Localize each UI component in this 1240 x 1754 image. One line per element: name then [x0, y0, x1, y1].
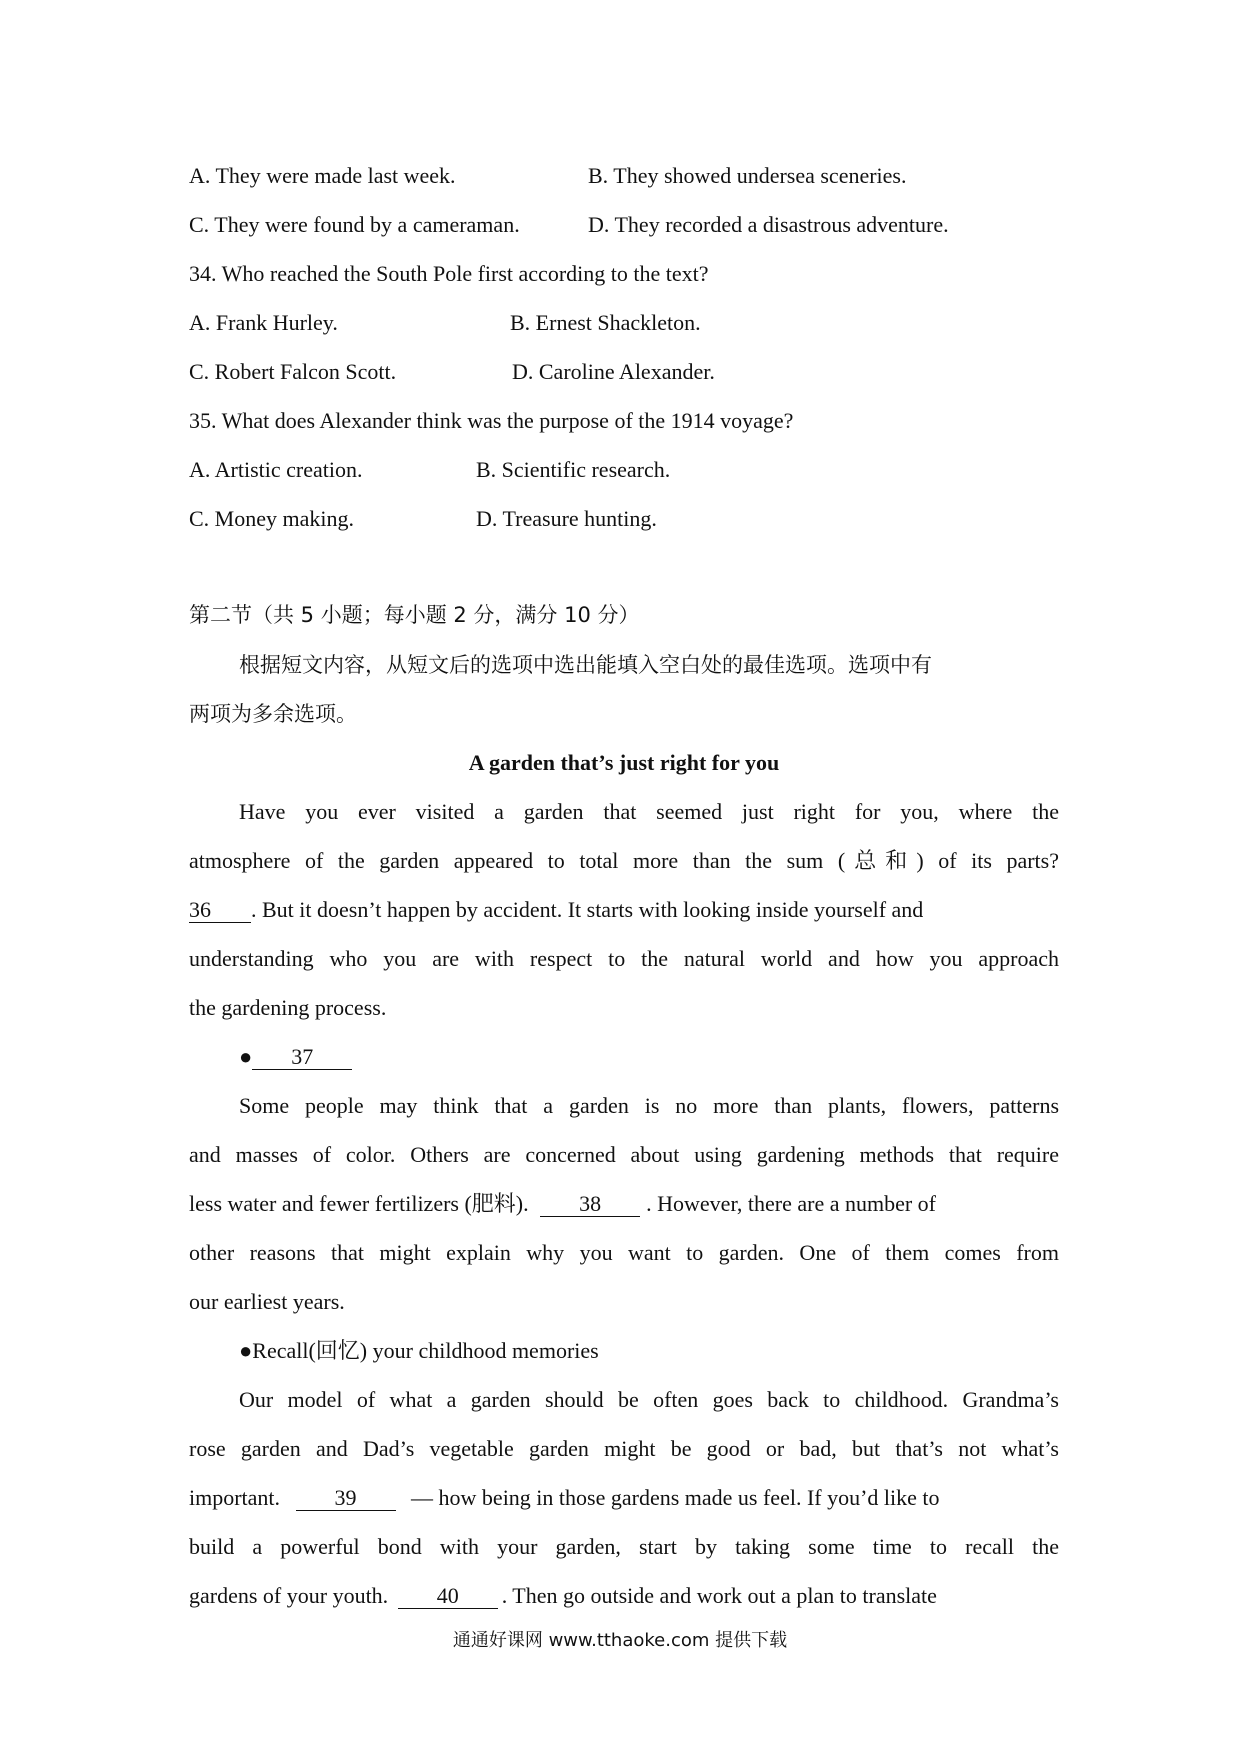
q34-options-row-1 [189, 308, 1059, 338]
blank-37: 37 [252, 1045, 352, 1070]
p3-line-4: build a powerful bond with your garden, start by taking some time to recall the [189, 1534, 1059, 1559]
q34-option-c: C. Robert Falcon Scott. [189, 359, 397, 384]
p2-line-4: other reasons that might explain why you want to garden. One of them comes from [189, 1240, 1059, 1265]
subheading-recall: ●Recall(回忆) your childhood memories [239, 1338, 599, 1363]
p1-line-5: the gardening process. [189, 995, 387, 1020]
p3-line-1: Our model of what a garden should be often goes back to childhood. Grandma’s [239, 1387, 1059, 1412]
p2-line-2: and masses of color. Others are concerned about using gardening methods that require [189, 1142, 1059, 1167]
q35-options-row-1 [189, 455, 1059, 485]
q35-option-d: D. Treasure hunting. [476, 506, 657, 531]
footer-watermark: 通通好课网 www.tthaoke.com 提供下载 [452, 1630, 788, 1651]
passage-title: A garden that’s just right for you [468, 750, 780, 775]
p1-line-4: understanding who you are with respect to the natural world and how you approach [189, 946, 1059, 971]
q34-stem: 34. Who reached the South Pole first according to the text? [189, 261, 709, 286]
q34-option-a: A. Frank Hurley. [189, 310, 338, 335]
blank-38: 38 [540, 1192, 640, 1217]
section2-instruction-line2: 两项为多余选项。 [189, 702, 357, 726]
q34-options-row-2 [189, 357, 1059, 387]
p3-line-5-post: . Then go outside and work out a plan to translate [501, 1583, 937, 1608]
p2-line-1: Some people may think that a garden is no more than plants, flowers, patterns [239, 1093, 1059, 1118]
p2-line-3 [189, 1189, 1059, 1219]
section2-instruction-line1: 根据短文内容，从短文后的选项中选出能填入空白处的最佳选项。选项中有 [239, 653, 932, 677]
q33-options-row-1 [189, 161, 1059, 191]
p3-line-5-pre: gardens of your youth. [189, 1583, 389, 1608]
q35-stem: 35. What does Alexander think was the purpose of the 1914 voyage? [189, 408, 794, 433]
p1-line-1: Have you ever visited a garden that seemed just right for you, where the [239, 799, 1059, 824]
p3-line-3-post: — how being in those gardens made us feel. If you’d like to [411, 1485, 940, 1510]
p2-line-5: our earliest years. [189, 1289, 345, 1314]
section2-heading: 第二节（共 5 小题；每小题 2 分，满分 10 分） [189, 603, 640, 627]
q34-option-d: D. Caroline Alexander. [512, 359, 715, 384]
p3-line-5 [189, 1581, 1059, 1611]
q33-option-a: A. They were made last week. [189, 163, 456, 188]
q33-option-c: C. They were found by a cameraman. [189, 212, 520, 237]
q35-option-b: B. Scientific research. [476, 457, 671, 482]
q34-option-b: B. Ernest Shackleton. [510, 310, 701, 335]
q35-option-a: A. Artistic creation. [189, 457, 363, 482]
q33-option-b: B. They showed undersea sceneries. [588, 163, 907, 188]
p1-line-3 [189, 895, 1059, 925]
bullet-icon: ● [239, 1044, 253, 1069]
blank-36: 36 [189, 898, 251, 923]
q35-options-row-2 [189, 504, 1059, 534]
p3-line-3 [189, 1483, 1059, 1513]
blank-40: 40 [398, 1584, 498, 1609]
q35-option-c: C. Money making. [189, 506, 354, 531]
q33-options-row-2 [189, 210, 1059, 240]
p3-line-3-pre: important. [189, 1485, 281, 1510]
p1-line-2: atmosphere of the garden appeared to total more than the sum (总和) of its parts? [189, 848, 1059, 873]
q33-option-d: D. They recorded a disastrous adventure. [588, 212, 949, 237]
p2-line-3-post: . However, there are a number of [646, 1191, 937, 1216]
p3-line-2: rose garden and Dad’s vegetable garden might be good or bad, but that’s not what’s [189, 1436, 1059, 1461]
p1-line-3-text: . But it doesn’t happen by accident. It starts with looking inside yourself and [251, 897, 924, 922]
bullet-37-line [239, 1042, 1109, 1072]
p2-line-3-pre: less water and fewer fertilizers (肥料). [189, 1191, 529, 1216]
blank-39: 39 [296, 1486, 396, 1511]
